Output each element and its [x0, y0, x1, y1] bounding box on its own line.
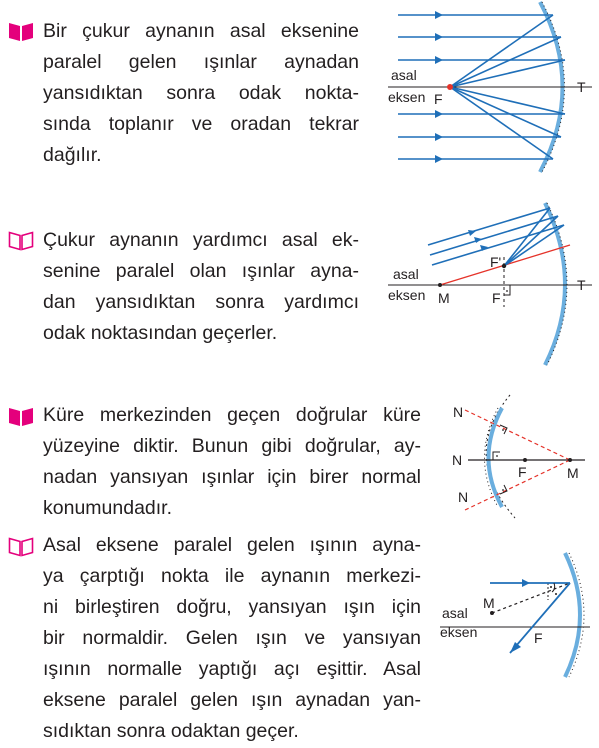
label-eksen: eksen	[388, 89, 426, 105]
diagram-reflection-normal	[430, 545, 599, 685]
text-line: odak noktasından geçerler.	[43, 322, 278, 344]
label-N-top: N	[453, 404, 464, 420]
section-4-text	[43, 530, 421, 747]
label-N-bot: N	[458, 489, 469, 505]
label-F: F	[518, 464, 527, 480]
label-eksen: eksen	[440, 624, 478, 640]
text-line: sıdıktan sonra odaktan geçer.	[43, 720, 299, 742]
text-line: eksene paralel gelen ışın aynadan yan-	[43, 689, 421, 711]
book-outline-icon	[8, 229, 34, 251]
label-M: M	[438, 290, 450, 306]
book-outline-icon	[8, 535, 34, 557]
text-line: ışının normalle yaptığı açı eşittir. Asal	[43, 658, 421, 680]
center-point	[438, 283, 442, 287]
label-M: M	[567, 465, 579, 481]
book-filled-icon	[8, 20, 34, 42]
text-line: nadan yansıyan ışınlar için birer normal	[43, 466, 421, 488]
text-line: Bir çukur aynanın asal eksenine	[43, 20, 359, 42]
text-line: senine paralel olan ışınlar ayna-	[43, 260, 359, 282]
center-point	[568, 458, 572, 462]
text-line: Çukur aynanın yardımcı asal ek-	[43, 229, 359, 251]
text-line: dan yansıdıktan sonra yardımcı	[43, 291, 359, 313]
normal-top	[465, 410, 570, 460]
text-line: sında toplanır ve oradan tekrar	[43, 113, 359, 135]
diagram-focus-rays	[380, 0, 599, 175]
text-line: paralel gelen ışınlar aynadan	[43, 51, 359, 73]
focus-point	[447, 84, 453, 90]
text-line: Asal eksene paralel gelen ışının ayna-	[43, 534, 421, 556]
section-3-text	[43, 400, 421, 524]
label-eksen: eksen	[388, 287, 426, 303]
text-line: yansıdıktan sonra odak nokta-	[43, 82, 359, 104]
label-asal: asal	[393, 266, 419, 282]
text-line: konumundadır.	[43, 497, 173, 519]
center-point	[490, 611, 494, 615]
text-line: yüzeyine diktir. Bunun gibi doğrular, ay-	[43, 435, 421, 457]
label-T: T	[577, 277, 586, 293]
section-1-text	[43, 16, 359, 171]
text-line: dağılır.	[43, 144, 102, 166]
diagram-normals	[440, 390, 599, 525]
focus-point	[523, 458, 527, 462]
book-filled-icon	[8, 405, 34, 427]
text-line: bir normaldir. Gelen ışın ve yansıyan	[43, 627, 421, 649]
section-2-text	[43, 225, 359, 349]
label-M: M	[483, 595, 495, 611]
label-T: T	[577, 79, 586, 95]
concave-mirror	[489, 408, 503, 507]
text-line: Küre merkezinden geçen doğrular küre	[43, 404, 421, 426]
label-F: F	[534, 630, 543, 646]
label-F: F	[434, 91, 443, 107]
label-F-prime: F'	[490, 254, 502, 270]
text-line: ya çarptığı nokta ile aynanın merkezi-	[43, 565, 421, 587]
concave-mirror	[565, 553, 580, 677]
label-F: F	[492, 290, 501, 306]
text-line: ni birleştiren doğru, yansıyan ışın için	[43, 596, 421, 618]
label-asal: asal	[391, 67, 417, 83]
label-asal: asal	[442, 605, 468, 621]
secondary-focus-point	[502, 264, 506, 268]
diagram-secondary-axis	[380, 195, 599, 375]
label-N-mid: N	[452, 452, 463, 468]
